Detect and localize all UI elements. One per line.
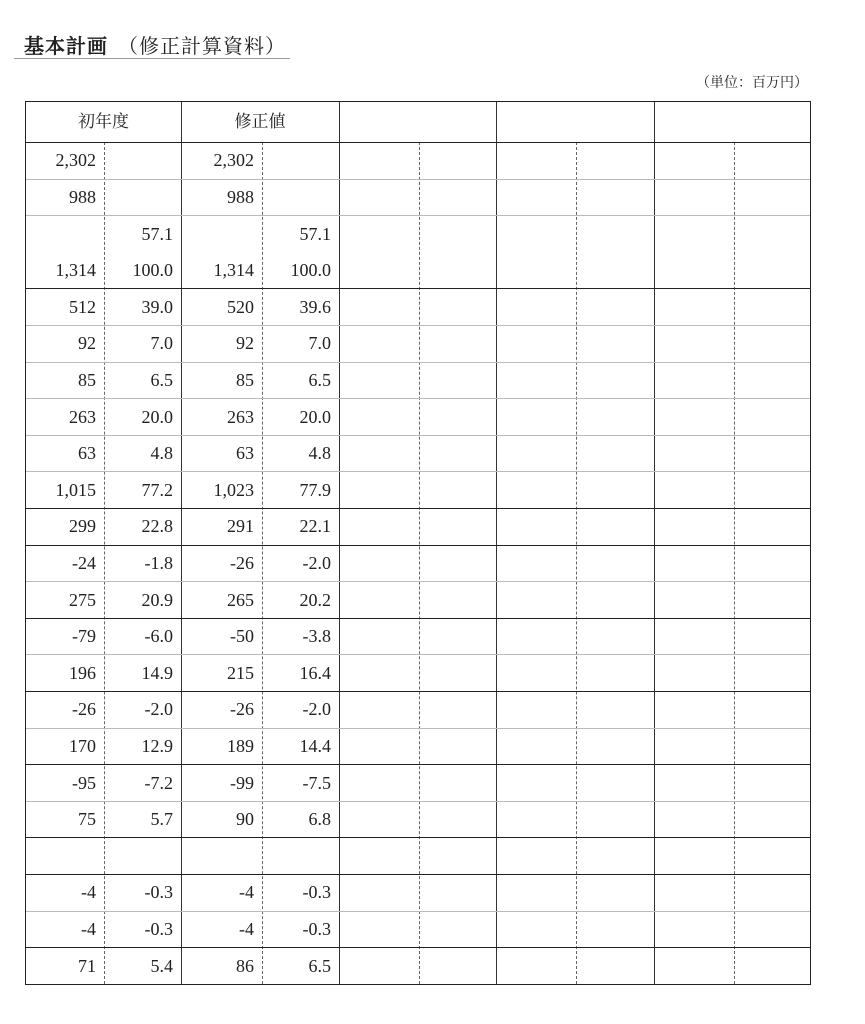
ratio-cell: -0.3 <box>302 918 331 939</box>
amount-cell: 299 <box>69 516 96 537</box>
ratio-cell: -0.3 <box>144 918 173 939</box>
ratio-cell <box>263 838 331 874</box>
ratio-cell: -2.0 <box>144 699 173 720</box>
amount-cell: 92 <box>78 333 96 354</box>
amount-cell: 90 <box>236 809 254 830</box>
column-divider <box>181 102 182 984</box>
amount-cell: -4 <box>239 918 254 939</box>
amount-cell: 1,023 <box>213 479 254 500</box>
amount-cell: 85 <box>78 369 96 390</box>
amount-cell: 63 <box>236 443 254 464</box>
ratio-cell: 12.9 <box>141 735 173 756</box>
ratio-cell: 16.4 <box>299 662 331 683</box>
data-table <box>25 101 811 985</box>
amount-cell: 520 <box>227 296 254 317</box>
unit-label: （単位：百万円） <box>696 75 808 91</box>
amount-cell: 275 <box>69 589 96 610</box>
amount-cell: 86 <box>236 955 254 976</box>
amount-cell: -4 <box>239 882 254 903</box>
amount-cell: 215 <box>227 662 254 683</box>
title-subtitle: （修正計算資料） <box>118 34 286 58</box>
ratio-cell: 77.9 <box>299 479 331 500</box>
column-divider <box>654 102 655 984</box>
amount-cell: -50 <box>230 626 254 647</box>
ratio-cell: 20.2 <box>299 589 331 610</box>
title-main: 基本計画 <box>24 34 108 58</box>
column-divider <box>496 102 497 984</box>
ratio-cell: 57.1 <box>299 223 331 244</box>
ratio-cell: 6.5 <box>150 369 173 390</box>
amount-cell: 1,015 <box>55 479 96 500</box>
amount-cell: -4 <box>81 918 96 939</box>
ratio-cell: 4.8 <box>308 443 331 464</box>
ratio-cell: -0.3 <box>144 882 173 903</box>
amount-cell: -79 <box>72 626 96 647</box>
ratio-cell <box>263 179 331 215</box>
ratio-cell: 14.4 <box>299 735 331 756</box>
amount-cell <box>28 838 96 874</box>
column-subdivider <box>734 142 735 984</box>
amount-cell: -4 <box>81 882 96 903</box>
ratio-cell: -7.5 <box>302 772 331 793</box>
ratio-cell: -6.0 <box>144 626 173 647</box>
amount-cell: -26 <box>230 699 254 720</box>
ratio-cell: 20.9 <box>141 589 173 610</box>
amount-cell: 1,314 <box>213 260 254 281</box>
title-underline <box>14 58 290 59</box>
ratio-cell: 39.6 <box>299 296 331 317</box>
amount-cell: 988 <box>227 186 254 207</box>
amount-cell: -95 <box>72 772 96 793</box>
amount-cell <box>186 216 254 252</box>
ratio-cell <box>105 838 173 874</box>
column-divider <box>339 102 340 984</box>
page-title <box>24 30 286 59</box>
amount-cell: 291 <box>227 516 254 537</box>
ratio-cell: 5.7 <box>150 809 173 830</box>
amount-cell: 2,302 <box>55 150 96 171</box>
amount-cell: 263 <box>69 406 96 427</box>
amount-cell: -24 <box>72 552 96 573</box>
ratio-cell: 39.0 <box>141 296 173 317</box>
amount-cell: 196 <box>69 662 96 683</box>
amount-cell: 92 <box>236 333 254 354</box>
ratio-cell: 6.5 <box>308 955 331 976</box>
ratio-cell: 6.5 <box>308 369 331 390</box>
ratio-cell <box>105 142 173 178</box>
ratio-cell: 14.9 <box>141 662 173 683</box>
ratio-cell: 5.4 <box>150 955 173 976</box>
ratio-cell: 4.8 <box>150 443 173 464</box>
ratio-cell: 22.8 <box>141 516 173 537</box>
amount-cell: 71 <box>78 955 96 976</box>
column-subdivider <box>419 142 420 984</box>
amount-cell: 512 <box>69 296 96 317</box>
column-header-revised: 修正値 <box>234 112 286 132</box>
ratio-cell <box>105 179 173 215</box>
amount-cell: 189 <box>227 735 254 756</box>
ratio-cell: 100.0 <box>132 260 173 281</box>
amount-cell: 1,314 <box>55 260 96 281</box>
ratio-cell: 20.0 <box>141 406 173 427</box>
amount-cell: -99 <box>230 772 254 793</box>
ratio-cell: -2.0 <box>302 699 331 720</box>
column-subdivider <box>576 142 577 984</box>
ratio-cell: 57.1 <box>141 223 173 244</box>
amount-cell: 263 <box>227 406 254 427</box>
amount-cell: -26 <box>230 552 254 573</box>
amount-cell: 85 <box>236 369 254 390</box>
amount-cell: 75 <box>78 809 96 830</box>
ratio-cell: 100.0 <box>290 260 331 281</box>
ratio-cell: 7.0 <box>308 333 331 354</box>
ratio-cell: 77.2 <box>141 479 173 500</box>
amount-cell <box>186 838 254 874</box>
ratio-cell: 20.0 <box>299 406 331 427</box>
ratio-cell: 22.1 <box>299 516 331 537</box>
amount-cell <box>28 216 96 252</box>
amount-cell: 63 <box>78 443 96 464</box>
ratio-cell: 7.0 <box>150 333 173 354</box>
ratio-cell: -0.3 <box>302 882 331 903</box>
amount-cell: 2,302 <box>213 150 254 171</box>
amount-cell: 170 <box>69 735 96 756</box>
amount-cell: 988 <box>69 186 96 207</box>
ratio-cell: -3.8 <box>302 626 331 647</box>
ratio-cell: -7.2 <box>144 772 173 793</box>
ratio-cell <box>263 142 331 178</box>
ratio-cell: 6.8 <box>308 809 331 830</box>
amount-cell: 265 <box>227 589 254 610</box>
amount-cell: -26 <box>72 699 96 720</box>
ratio-cell: -1.8 <box>144 552 173 573</box>
column-header-initial-year: 初年度 <box>78 112 129 132</box>
ratio-cell: -2.0 <box>302 552 331 573</box>
